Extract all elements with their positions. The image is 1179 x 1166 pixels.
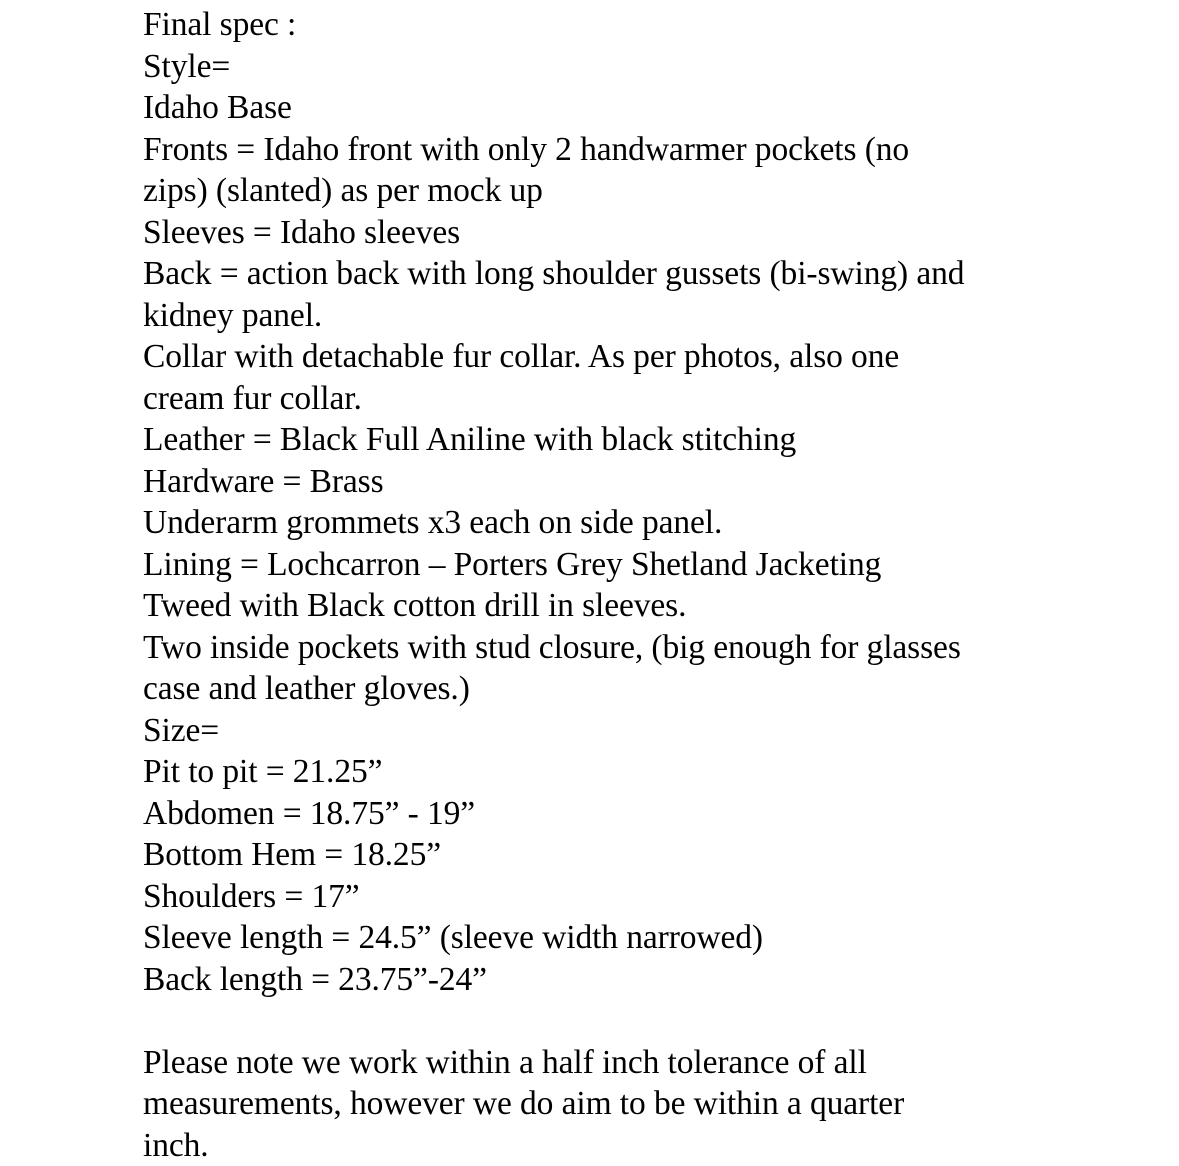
size-abdomen: Abdomen = 18.75” - 19” [143, 793, 1143, 835]
leather-line: Leather = Black Full Aniline with black stitching [143, 419, 1143, 461]
collar-line-1: Collar with detachable fur collar. As per photos, also one [143, 336, 1143, 378]
size-sleeve-length: Sleeve length = 24.5” (sleeve width narrowed) [143, 917, 1143, 959]
note-line-2: measurements, however we do aim to be within a quarter [143, 1083, 1143, 1125]
pockets-line-1: Two inside pockets with stud closure, (big enough for glasses [143, 627, 1143, 669]
size-pit-to-pit: Pit to pit = 21.25” [143, 751, 1143, 793]
sleeves-line: Sleeves = Idaho sleeves [143, 212, 1143, 254]
style-label: Style= [143, 46, 1143, 88]
hardware-line: Hardware = Brass [143, 461, 1143, 503]
paragraph-spacer [143, 1000, 1143, 1042]
size-label: Size= [143, 710, 1143, 752]
size-back-length: Back length = 23.75”-24” [143, 959, 1143, 1001]
fronts-line-2: zips) (slanted) as per mock up [143, 170, 1143, 212]
back-line-1: Back = action back with long shoulder gussets (bi-swing) and [143, 253, 1143, 295]
pockets-line-2: case and leather gloves.) [143, 668, 1143, 710]
back-line-2: kidney panel. [143, 295, 1143, 337]
grommets-line: Underarm grommets x3 each on side panel. [143, 502, 1143, 544]
lining-line-2: Tweed with Black cotton drill in sleeves. [143, 585, 1143, 627]
fronts-line-1: Fronts = Idaho front with only 2 handwarmer pockets (no [143, 129, 1143, 171]
spec-document [143, 4, 1143, 1166]
lining-line-1: Lining = Lochcarron – Porters Grey Shetland Jacketing [143, 544, 1143, 586]
note-line-3: inch. [143, 1125, 1143, 1166]
size-shoulders: Shoulders = 17” [143, 876, 1143, 918]
size-bottom-hem: Bottom Hem = 18.25” [143, 834, 1143, 876]
note-line-1: Please note we work within a half inch tolerance of all [143, 1042, 1143, 1084]
spec-title: Final spec : [143, 4, 1143, 46]
style-value: Idaho Base [143, 87, 1143, 129]
collar-line-2: cream fur collar. [143, 378, 1143, 420]
